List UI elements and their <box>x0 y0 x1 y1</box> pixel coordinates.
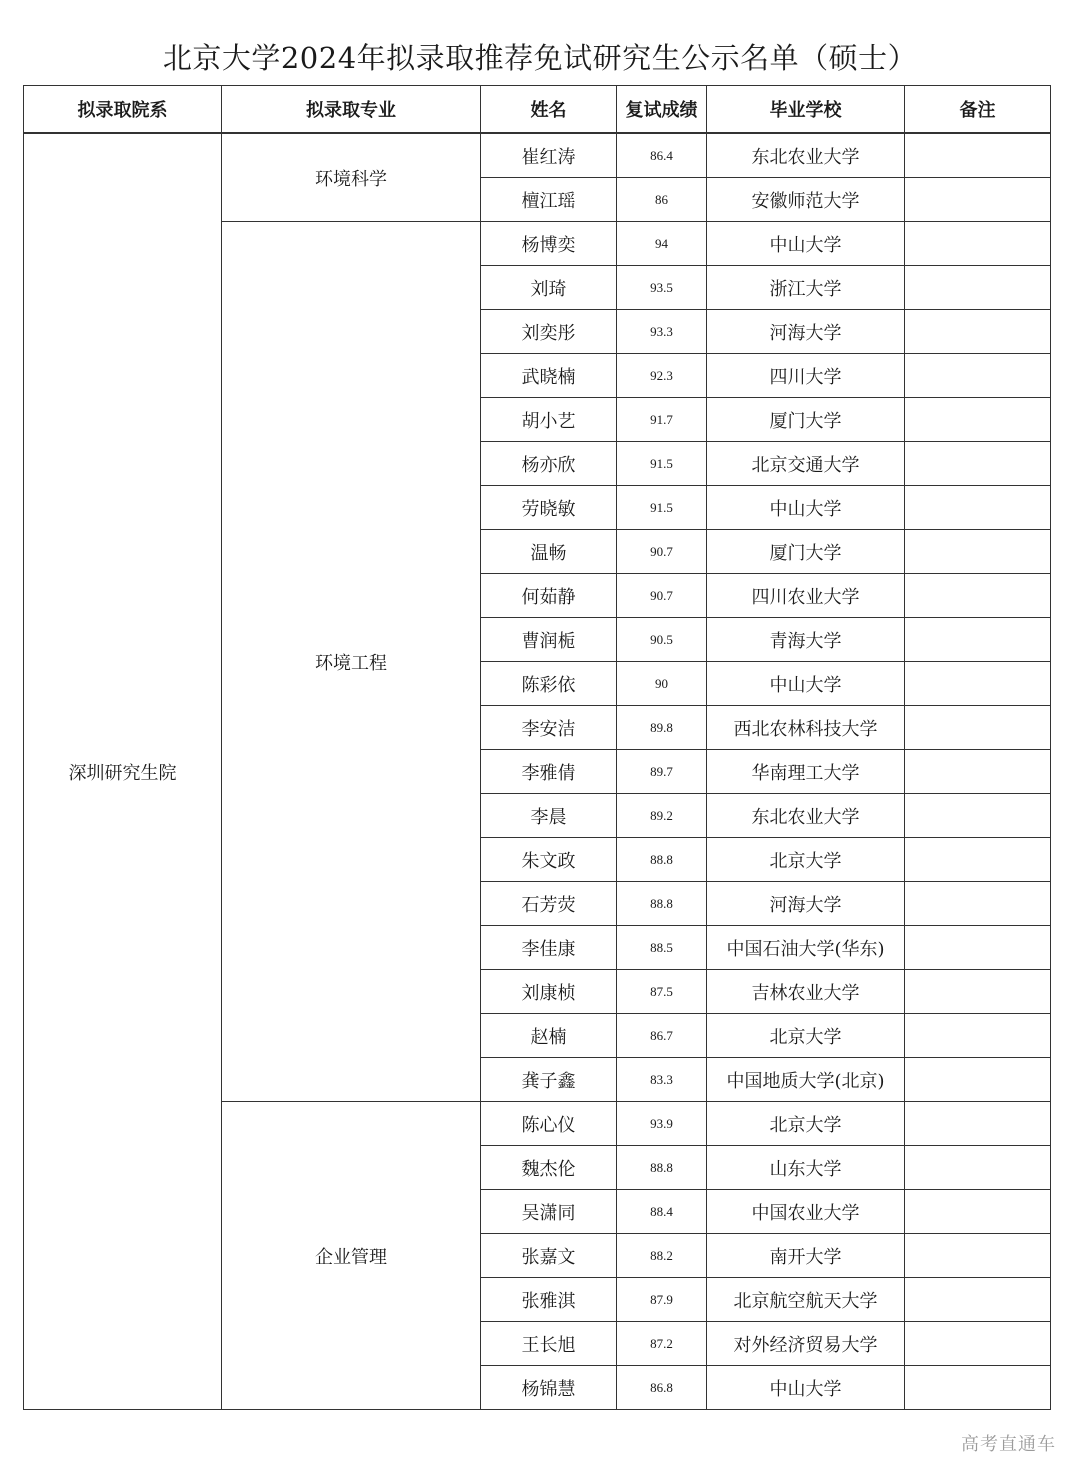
student-score: 86.7 <box>617 1014 707 1058</box>
student-score: 90 <box>617 662 707 706</box>
student-remark <box>905 706 1051 750</box>
student-school: 四川大学 <box>707 354 905 398</box>
student-school: 东北农业大学 <box>707 133 905 178</box>
student-remark <box>905 662 1051 706</box>
student-remark <box>905 1102 1051 1146</box>
student-score: 94 <box>617 222 707 266</box>
student-name: 何茹静 <box>481 574 617 618</box>
student-school: 北京大学 <box>707 1014 905 1058</box>
header-major: 拟录取专业 <box>222 86 481 134</box>
student-school: 东北农业大学 <box>707 794 905 838</box>
student-remark <box>905 222 1051 266</box>
student-name: 张嘉文 <box>481 1234 617 1278</box>
major-cell-environmental-engineering: 环境工程 <box>222 222 481 1102</box>
student-name: 王长旭 <box>481 1322 617 1366</box>
dept-cell: 深圳研究生院 <box>24 133 222 1410</box>
student-school: 中山大学 <box>707 662 905 706</box>
header-name: 姓名 <box>481 86 617 134</box>
student-score: 89.7 <box>617 750 707 794</box>
header-school: 毕业学校 <box>707 86 905 134</box>
student-score: 92.3 <box>617 354 707 398</box>
student-score: 91.7 <box>617 398 707 442</box>
student-score: 91.5 <box>617 442 707 486</box>
student-school: 四川农业大学 <box>707 574 905 618</box>
student-score: 90.7 <box>617 574 707 618</box>
student-remark <box>905 1322 1051 1366</box>
header-dept: 拟录取院系 <box>24 86 222 134</box>
student-name: 刘琦 <box>481 266 617 310</box>
table-row <box>24 133 1051 178</box>
student-name: 杨锦慧 <box>481 1366 617 1410</box>
admission-table <box>23 85 1051 1410</box>
student-school: 青海大学 <box>707 618 905 662</box>
student-score: 87.9 <box>617 1278 707 1322</box>
student-school: 北京交通大学 <box>707 442 905 486</box>
student-name: 李安洁 <box>481 706 617 750</box>
student-name: 温畅 <box>481 530 617 574</box>
student-score: 86.8 <box>617 1366 707 1410</box>
major-cell-environmental-science: 环境科学 <box>222 133 481 222</box>
student-score: 89.2 <box>617 794 707 838</box>
student-remark <box>905 1146 1051 1190</box>
student-score: 87.2 <box>617 1322 707 1366</box>
student-name: 武晓楠 <box>481 354 617 398</box>
student-school: 浙江大学 <box>707 266 905 310</box>
student-remark <box>905 1190 1051 1234</box>
page-title: 北京大学2024年拟录取推荐免试研究生公示名单（硕士） <box>162 41 918 75</box>
student-remark <box>905 1234 1051 1278</box>
student-score: 88.4 <box>617 1190 707 1234</box>
student-school: 河海大学 <box>707 310 905 354</box>
student-name: 李雅倩 <box>481 750 617 794</box>
student-school: 安徽师范大学 <box>707 178 905 222</box>
student-name: 杨博奕 <box>481 222 617 266</box>
student-school: 北京航空航天大学 <box>707 1278 905 1322</box>
student-school: 西北农林科技大学 <box>707 706 905 750</box>
student-name: 石芳荧 <box>481 882 617 926</box>
student-score: 87.5 <box>617 970 707 1014</box>
student-school: 厦门大学 <box>707 398 905 442</box>
student-score: 88.8 <box>617 838 707 882</box>
student-score: 83.3 <box>617 1058 707 1102</box>
student-score: 91.5 <box>617 486 707 530</box>
student-score: 90.7 <box>617 530 707 574</box>
student-name: 朱文政 <box>481 838 617 882</box>
student-remark <box>905 1278 1051 1322</box>
student-name: 檀江瑶 <box>481 178 617 222</box>
student-name: 赵楠 <box>481 1014 617 1058</box>
student-remark <box>905 838 1051 882</box>
student-remark <box>905 178 1051 222</box>
student-name: 刘奕彤 <box>481 310 617 354</box>
student-name: 崔红涛 <box>481 133 617 178</box>
student-name: 龚子鑫 <box>481 1058 617 1102</box>
student-school: 中山大学 <box>707 222 905 266</box>
student-school: 中国农业大学 <box>707 1190 905 1234</box>
student-name: 李佳康 <box>481 926 617 970</box>
student-score: 93.9 <box>617 1102 707 1146</box>
student-remark <box>905 266 1051 310</box>
header-remark: 备注 <box>905 86 1051 134</box>
student-score: 86 <box>617 178 707 222</box>
student-school: 山东大学 <box>707 1146 905 1190</box>
student-name: 刘康桢 <box>481 970 617 1014</box>
student-name: 劳晓敏 <box>481 486 617 530</box>
student-remark <box>905 398 1051 442</box>
student-score: 88.5 <box>617 926 707 970</box>
student-school: 吉林农业大学 <box>707 970 905 1014</box>
student-score: 88.2 <box>617 1234 707 1278</box>
student-remark <box>905 882 1051 926</box>
student-remark <box>905 1366 1051 1410</box>
student-name: 曹润栀 <box>481 618 617 662</box>
table-header-row <box>24 86 1051 134</box>
student-name: 李晨 <box>481 794 617 838</box>
student-score: 93.5 <box>617 266 707 310</box>
watermark-text: 高考直通车 <box>961 1434 1056 1455</box>
student-school: 中国地质大学(北京) <box>707 1058 905 1102</box>
student-remark <box>905 530 1051 574</box>
student-school: 南开大学 <box>707 1234 905 1278</box>
student-school: 中国石油大学(华东) <box>707 926 905 970</box>
student-remark <box>905 1058 1051 1102</box>
student-remark <box>905 750 1051 794</box>
student-remark <box>905 926 1051 970</box>
student-remark <box>905 1014 1051 1058</box>
student-school: 中山大学 <box>707 1366 905 1410</box>
student-score: 90.5 <box>617 618 707 662</box>
student-school: 厦门大学 <box>707 530 905 574</box>
student-name: 吴潇同 <box>481 1190 617 1234</box>
student-name: 胡小艺 <box>481 398 617 442</box>
student-remark <box>905 442 1051 486</box>
student-school: 北京大学 <box>707 1102 905 1146</box>
student-score: 88.8 <box>617 1146 707 1190</box>
student-school: 对外经济贸易大学 <box>707 1322 905 1366</box>
student-school: 北京大学 <box>707 838 905 882</box>
student-name: 杨亦欣 <box>481 442 617 486</box>
student-school: 华南理工大学 <box>707 750 905 794</box>
student-score: 93.3 <box>617 310 707 354</box>
student-score: 89.8 <box>617 706 707 750</box>
student-name: 陈心仪 <box>481 1102 617 1146</box>
student-school: 中山大学 <box>707 486 905 530</box>
major-cell-enterprise-management: 企业管理 <box>222 1102 481 1410</box>
student-remark <box>905 133 1051 178</box>
student-score: 86.4 <box>617 133 707 178</box>
header-score: 复试成绩 <box>617 86 707 134</box>
student-name: 魏杰伦 <box>481 1146 617 1190</box>
student-remark <box>905 486 1051 530</box>
student-remark <box>905 970 1051 1014</box>
student-remark <box>905 794 1051 838</box>
student-school: 河海大学 <box>707 882 905 926</box>
student-remark <box>905 618 1051 662</box>
student-remark <box>905 310 1051 354</box>
student-remark <box>905 354 1051 398</box>
student-score: 88.8 <box>617 882 707 926</box>
student-name: 张雅淇 <box>481 1278 617 1322</box>
student-remark <box>905 574 1051 618</box>
student-name: 陈彩依 <box>481 662 617 706</box>
